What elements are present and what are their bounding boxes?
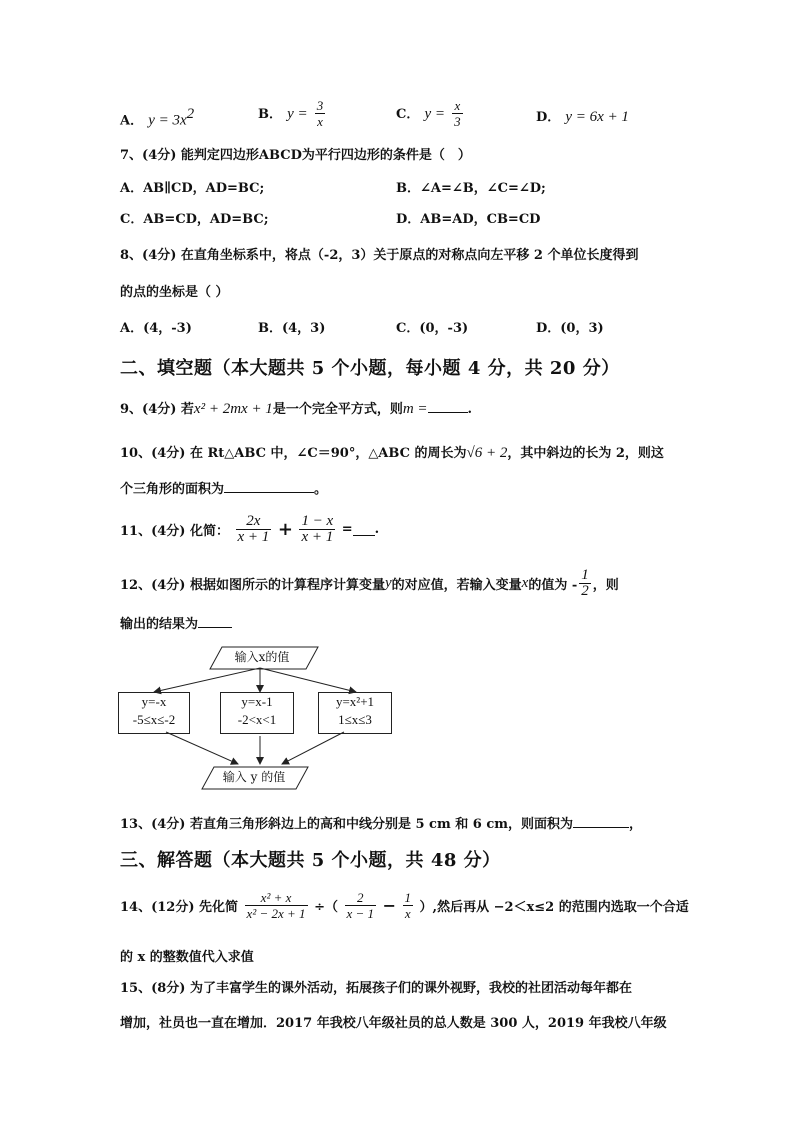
q12-x: x bbox=[521, 575, 529, 591]
q7-option-b: B．∠A=∠B，∠C=∠D; bbox=[396, 181, 546, 196]
q9-answer-blank[interactable] bbox=[428, 400, 468, 413]
q12-y: y bbox=[384, 575, 392, 591]
middle-range: -2<x<1 bbox=[237, 712, 277, 727]
q8-stem-line2: 的点的坐标是（ ） bbox=[120, 285, 229, 300]
q14-divide: ÷（ bbox=[314, 900, 338, 915]
q6-option-d bbox=[536, 106, 629, 126]
q10-perimeter: √6 + 2 bbox=[466, 445, 508, 461]
q11-fraction-1: $\frac{2x}{x + 1}$ bbox=[237, 513, 270, 545]
q14-line2: 的 x 的整数值代入求值 bbox=[120, 950, 254, 965]
q14-minus: − bbox=[382, 896, 396, 915]
q10-end: 。 bbox=[314, 482, 328, 497]
section-3-title: 三、解答题（本大题共 5 个小题，共 48 分） bbox=[120, 850, 501, 871]
flowchart-box-middle bbox=[220, 692, 294, 734]
q12-mid: 的对应值，若输入变量 bbox=[391, 578, 522, 593]
q11-answer-blank[interactable] bbox=[353, 523, 375, 536]
q10-line2-text: 个三角形的面积为 bbox=[120, 482, 225, 497]
q10-answer-blank[interactable] bbox=[224, 480, 314, 493]
q7-option-c: C．AB=CD，AD=BC; bbox=[120, 212, 269, 227]
q7-option-d: D．AB=AD，CB=CD bbox=[396, 212, 541, 227]
q6-d-label: D． bbox=[536, 110, 561, 125]
q8-option-a: A．(4，-3) bbox=[120, 321, 192, 336]
q10-prefix: 10、(4分) 在 Rt△ABC 中，∠C＝90°，△ABC 的周长为 bbox=[120, 446, 467, 461]
q11-plus: + bbox=[277, 519, 293, 540]
q14-prefix: 14、(12分) 先化简 bbox=[120, 900, 239, 915]
q11-equals: = bbox=[341, 522, 353, 537]
q14-suffix: ）,然后再从 −2＜x≤2 的范围内选取一个合适 bbox=[419, 900, 689, 915]
q12-line2-text: 输出的结果为 bbox=[120, 617, 199, 632]
q12-line1 bbox=[120, 568, 619, 599]
flowchart-output: 输入 y 的值 bbox=[222, 770, 286, 784]
q6-b-fraction: $\frac{3}{x}$ bbox=[316, 98, 324, 129]
q6-option-c bbox=[396, 98, 465, 129]
q9-mid: 是一个完全平方式，则 bbox=[272, 402, 403, 417]
q13-answer-blank[interactable] bbox=[573, 815, 629, 828]
flowchart-box-left bbox=[118, 692, 190, 734]
q10-line2 bbox=[120, 478, 327, 497]
q14-fraction-3: $\frac{1}{x}$ bbox=[404, 890, 412, 921]
q8-option-d: D．(0，3) bbox=[536, 321, 604, 336]
right-range: 1≤x≤3 bbox=[338, 712, 372, 727]
q6-option-a: A． $y = 3x^2$ bbox=[120, 106, 195, 129]
q15-line1: 15、(8分) 为了丰富学生的课外活动，拓展孩子们的课外视野，我校的社团活动每年都在 bbox=[120, 981, 632, 996]
q13-text: 13、(4分) 若直角三角形斜边上的高和中线分别是 5 cm 和 6 cm，则面积为 bbox=[120, 817, 574, 832]
right-formula: y=x²+1 bbox=[335, 694, 375, 709]
flowchart-box-right bbox=[318, 692, 392, 734]
section-2-title: 二、填空题（本大题共 5 个小题，每小题 4 分，共 20 分） bbox=[120, 358, 620, 379]
q11-prefix: 11、(4分) 化简： bbox=[120, 524, 229, 539]
q8-option-b: B．(4，3) bbox=[258, 321, 326, 336]
q14-fraction-1: $\frac{\text{x² + x}}{\text{x² − 2x + 1}}$ bbox=[246, 890, 306, 921]
q9-end: . bbox=[467, 402, 473, 417]
q7-option-a: A．AB∥CD，AD=BC; bbox=[120, 181, 265, 196]
q6-c-fraction: $\frac{x}{3}$ bbox=[454, 98, 461, 129]
flowchart-input: 输入x的值 bbox=[234, 650, 290, 664]
left-range: -5≤x≤-2 bbox=[132, 712, 176, 727]
q15-line2: 增加，社员也一直在增加．2017 年我校八年级社员的总人数是 300 人，2019 年我校八年级 bbox=[120, 1016, 667, 1031]
q9 bbox=[120, 398, 472, 418]
q12-fraction: $\frac{1}{2}$ bbox=[581, 567, 589, 599]
q6-a-expr: y = 3x bbox=[148, 112, 187, 129]
q10-line1 bbox=[120, 442, 664, 462]
q11-end: . bbox=[374, 522, 380, 537]
q6-c-lhs: y = bbox=[424, 106, 445, 122]
q11 bbox=[120, 514, 379, 545]
q14-fraction-2: $\frac{2}{x - 1}$ bbox=[346, 890, 375, 921]
q8-stem-line1: 8、(4分) 在直角坐标系中，将点（-2，3）关于原点的对称点向左平移 2 个单位长度得到 bbox=[120, 248, 639, 263]
q6-b-lhs: y = bbox=[287, 106, 308, 122]
q13 bbox=[120, 813, 642, 832]
q6-b-label: B． bbox=[258, 107, 282, 122]
q7-stem: 7、(4分) 能判定四边形ABCD为平行四边形的条件是（ ） bbox=[120, 148, 471, 163]
middle-formula: y=x-1 bbox=[241, 694, 273, 709]
q12-line2 bbox=[120, 613, 232, 632]
left-formula: y=-x bbox=[141, 694, 167, 709]
q12-end: ，则 bbox=[592, 578, 619, 593]
q9-expr: x² + 2mx + 1 bbox=[193, 401, 273, 417]
q13-end: ， bbox=[629, 817, 643, 832]
q6-d-expr: y = 6x + 1 bbox=[565, 109, 629, 125]
q12-mid2: 的值为 - bbox=[528, 578, 578, 593]
q12-answer-blank[interactable] bbox=[198, 615, 232, 628]
q14-line1 bbox=[120, 890, 689, 921]
q6-a-label: A． bbox=[120, 113, 144, 129]
q6-c-label: C． bbox=[396, 107, 420, 122]
q9-prefix: 9、(4分) 若 bbox=[120, 402, 194, 417]
q9-var: m = bbox=[402, 401, 428, 417]
q11-fraction-2: $\frac{1 - x}{x + 1}$ bbox=[301, 513, 334, 545]
q8-option-c: C．(0，-3) bbox=[396, 321, 469, 336]
q12-prefix: 12、(4分) 根据如图所示的计算程序计算变量 bbox=[120, 578, 385, 593]
q6-option-b bbox=[258, 98, 327, 129]
q10-suffix: ，其中斜边的长为 2，则这 bbox=[507, 446, 664, 461]
